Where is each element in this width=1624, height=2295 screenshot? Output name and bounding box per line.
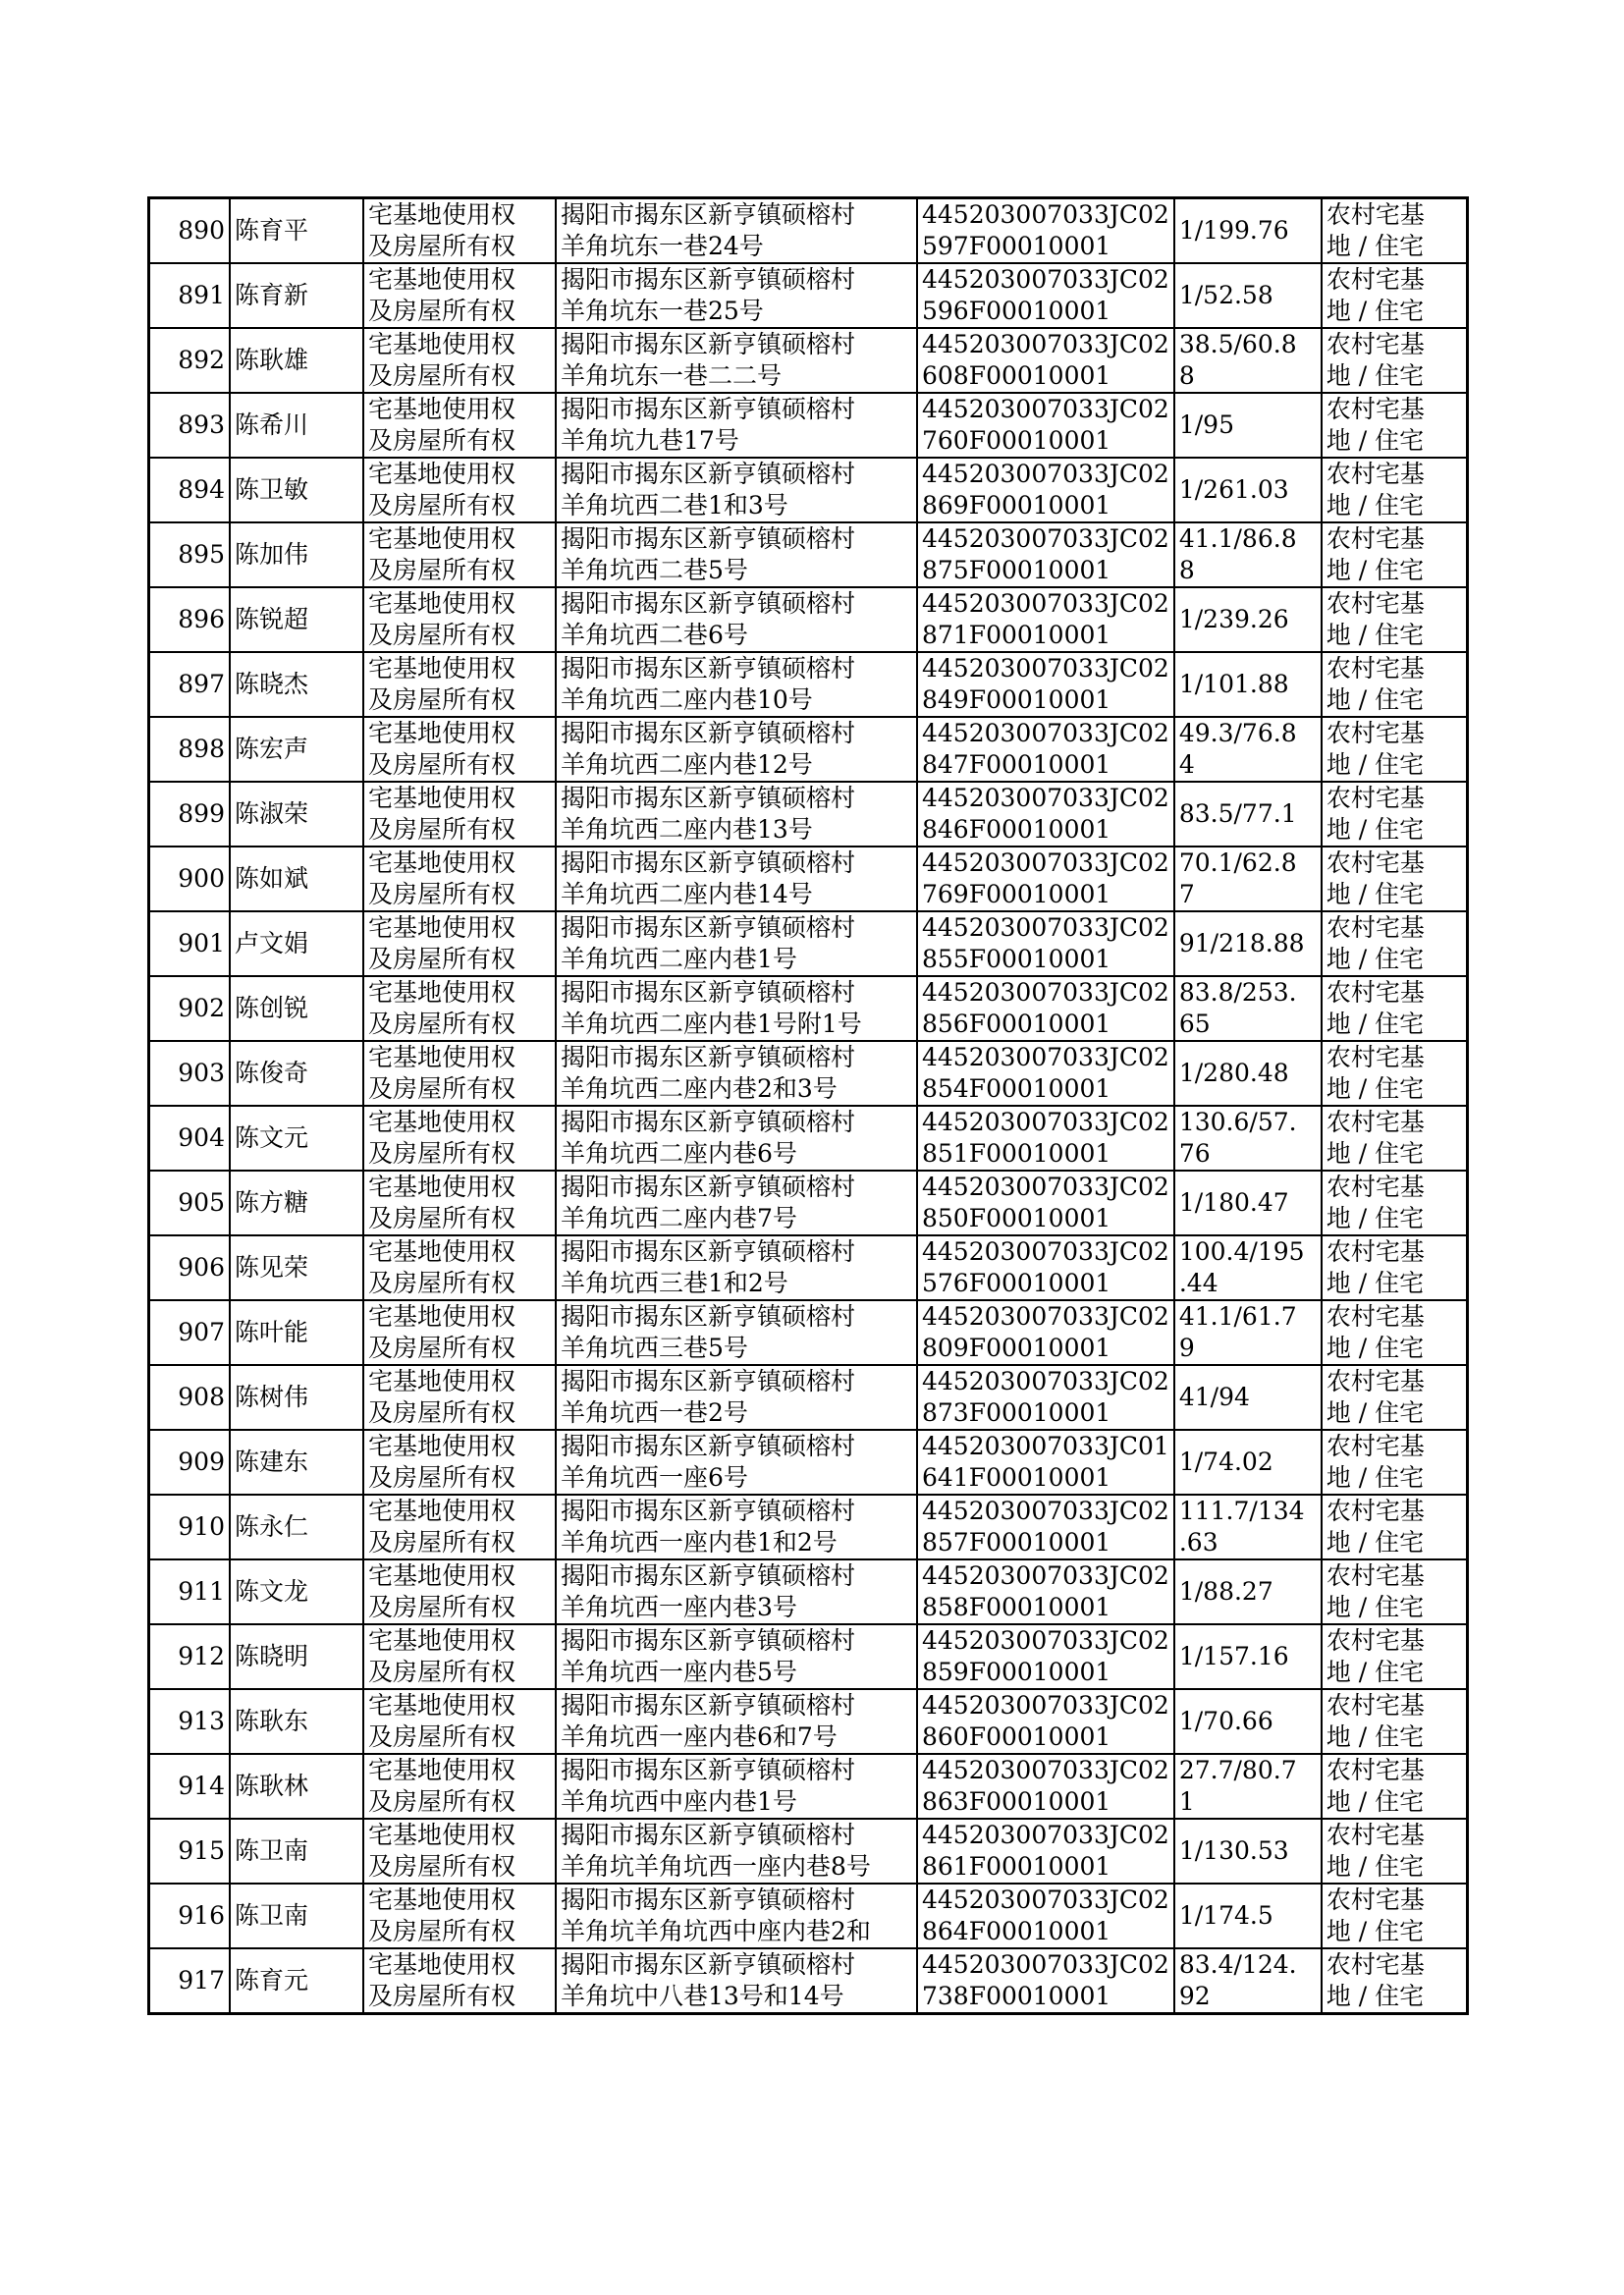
land-usage: 农村宅基 地 / 住宅 [1322,1495,1468,1559]
owner-name: 陈晓杰 [230,652,363,717]
row-number: 917 [149,1948,231,2014]
unit-code: 445203007033JC02 869F00010001 [917,458,1174,522]
unit-code: 445203007033JC02 875F00010001 [917,522,1174,587]
owner-name: 陈俊奇 [230,1041,363,1106]
right-type: 宅基地使用权 及房屋所有权 [363,1106,556,1171]
right-type: 宅基地使用权 及房屋所有权 [363,1041,556,1106]
right-type: 宅基地使用权 及房屋所有权 [363,1430,556,1495]
unit-code: 445203007033JC02 849F00010001 [917,652,1174,717]
unit-code: 445203007033JC02 847F00010001 [917,717,1174,782]
owner-name: 陈希川 [230,393,363,458]
area-value: 41/94 [1174,1365,1322,1430]
area-value: 1/280.48 [1174,1041,1322,1106]
table-row [149,1300,1468,1365]
right-type: 宅基地使用权 及房屋所有权 [363,1171,556,1235]
table-row [149,522,1468,587]
right-type: 宅基地使用权 及房屋所有权 [363,328,556,393]
table-row [149,1365,1468,1430]
registry-table-body [149,198,1468,2014]
table-row [149,652,1468,717]
owner-name: 陈锐超 [230,587,363,652]
land-usage: 农村宅基 地 / 住宅 [1322,1106,1468,1171]
right-type: 宅基地使用权 及房屋所有权 [363,782,556,847]
row-number: 904 [149,1106,231,1171]
table-row [149,1948,1468,2014]
row-number: 896 [149,587,231,652]
unit-code: 445203007033JC02 769F00010001 [917,847,1174,911]
right-type: 宅基地使用权 及房屋所有权 [363,847,556,911]
land-usage: 农村宅基 地 / 住宅 [1322,652,1468,717]
row-number: 891 [149,263,231,328]
table-row [149,1041,1468,1106]
land-usage: 农村宅基 地 / 住宅 [1322,1235,1468,1300]
land-usage: 农村宅基 地 / 住宅 [1322,1559,1468,1624]
row-number: 892 [149,328,231,393]
table-row [149,1624,1468,1689]
unit-code: 445203007033JC02 855F00010001 [917,911,1174,976]
owner-name: 陈叶能 [230,1300,363,1365]
row-number: 910 [149,1495,231,1559]
property-address: 揭阳市揭东区新亨镇硕榕村 羊角坑西二座内巷1号附1号 [556,976,917,1041]
unit-code: 445203007033JC02 596F00010001 [917,263,1174,328]
property-address: 揭阳市揭东区新亨镇硕榕村 羊角坑西二巷5号 [556,522,917,587]
row-number: 902 [149,976,231,1041]
land-usage: 农村宅基 地 / 住宅 [1322,328,1468,393]
table-row [149,782,1468,847]
table-row [149,911,1468,976]
row-number: 897 [149,652,231,717]
row-number: 900 [149,847,231,911]
land-usage: 农村宅基 地 / 住宅 [1322,1171,1468,1235]
land-usage: 农村宅基 地 / 住宅 [1322,458,1468,522]
area-value: 83.4/124. 92 [1174,1948,1322,2014]
right-type: 宅基地使用权 及房屋所有权 [363,458,556,522]
right-type: 宅基地使用权 及房屋所有权 [363,1624,556,1689]
unit-code: 445203007033JC02 576F00010001 [917,1235,1174,1300]
property-address: 揭阳市揭东区新亨镇硕榕村 羊角坑西二座内巷7号 [556,1171,917,1235]
land-usage: 农村宅基 地 / 住宅 [1322,198,1468,264]
owner-name: 陈卫敏 [230,458,363,522]
table-row [149,1106,1468,1171]
owner-name: 陈方糖 [230,1171,363,1235]
owner-name: 陈卫南 [230,1819,363,1884]
property-address: 揭阳市揭东区新亨镇硕榕村 羊角坑羊角坑西一座内巷8号 [556,1819,917,1884]
right-type: 宅基地使用权 及房屋所有权 [363,1235,556,1300]
area-value: 41.1/86.8 8 [1174,522,1322,587]
row-number: 914 [149,1754,231,1819]
land-usage: 农村宅基 地 / 住宅 [1322,1819,1468,1884]
right-type: 宅基地使用权 及房屋所有权 [363,1300,556,1365]
area-value: 1/130.53 [1174,1819,1322,1884]
owner-name: 陈淑荣 [230,782,363,847]
owner-name: 陈树伟 [230,1365,363,1430]
property-address: 揭阳市揭东区新亨镇硕榕村 羊角坑西二座内巷13号 [556,782,917,847]
unit-code: 445203007033JC01 641F00010001 [917,1430,1174,1495]
area-value: 1/52.58 [1174,263,1322,328]
row-number: 909 [149,1430,231,1495]
unit-code: 445203007033JC02 608F00010001 [917,328,1174,393]
property-address: 揭阳市揭东区新亨镇硕榕村 羊角坑东一巷24号 [556,198,917,264]
area-value: 1/95 [1174,393,1322,458]
property-address: 揭阳市揭东区新亨镇硕榕村 羊角坑西一座内巷1和2号 [556,1495,917,1559]
area-value: 27.7/80.7 1 [1174,1754,1322,1819]
property-address: 揭阳市揭东区新亨镇硕榕村 羊角坑西二座内巷12号 [556,717,917,782]
owner-name: 陈晓明 [230,1624,363,1689]
land-usage: 农村宅基 地 / 住宅 [1322,1365,1468,1430]
property-address: 揭阳市揭东区新亨镇硕榕村 羊角坑九巷17号 [556,393,917,458]
property-address: 揭阳市揭东区新亨镇硕榕村 羊角坑西二座内巷14号 [556,847,917,911]
owner-name: 陈文元 [230,1106,363,1171]
unit-code: 445203007033JC02 809F00010001 [917,1300,1174,1365]
owner-name: 陈卫南 [230,1884,363,1948]
right-type: 宅基地使用权 及房屋所有权 [363,1495,556,1559]
area-value: 1/101.88 [1174,652,1322,717]
area-value: 1/239.26 [1174,587,1322,652]
property-address: 揭阳市揭东区新亨镇硕榕村 羊角坑西二座内巷1号 [556,911,917,976]
row-number: 915 [149,1819,231,1884]
property-address: 揭阳市揭东区新亨镇硕榕村 羊角坑西一座内巷3号 [556,1559,917,1624]
property-address: 揭阳市揭东区新亨镇硕榕村 羊角坑西中座内巷1号 [556,1754,917,1819]
row-number: 906 [149,1235,231,1300]
property-address: 揭阳市揭东区新亨镇硕榕村 羊角坑西一座内巷5号 [556,1624,917,1689]
table-row [149,1171,1468,1235]
area-value: 83.5/77.1 [1174,782,1322,847]
table-row [149,263,1468,328]
unit-code: 445203007033JC02 846F00010001 [917,782,1174,847]
right-type: 宅基地使用权 及房屋所有权 [363,263,556,328]
land-usage: 农村宅基 地 / 住宅 [1322,522,1468,587]
area-value: 1/174.5 [1174,1884,1322,1948]
table-row [149,587,1468,652]
land-usage: 农村宅基 地 / 住宅 [1322,911,1468,976]
owner-name: 陈文龙 [230,1559,363,1624]
property-address: 揭阳市揭东区新亨镇硕榕村 羊角坑西一座6号 [556,1430,917,1495]
table-row [149,1430,1468,1495]
area-value: 1/199.76 [1174,198,1322,264]
land-usage: 农村宅基 地 / 住宅 [1322,1300,1468,1365]
owner-name: 陈育平 [230,198,363,264]
unit-code: 445203007033JC02 597F00010001 [917,198,1174,264]
property-address: 揭阳市揭东区新亨镇硕榕村 羊角坑西二巷1和3号 [556,458,917,522]
owner-name: 陈加伟 [230,522,363,587]
row-number: 903 [149,1041,231,1106]
area-value: 1/261.03 [1174,458,1322,522]
land-usage: 农村宅基 地 / 住宅 [1322,847,1468,911]
land-usage: 农村宅基 地 / 住宅 [1322,976,1468,1041]
right-type: 宅基地使用权 及房屋所有权 [363,198,556,264]
land-usage: 农村宅基 地 / 住宅 [1322,1689,1468,1754]
land-usage: 农村宅基 地 / 住宅 [1322,1624,1468,1689]
unit-code: 445203007033JC02 860F00010001 [917,1689,1174,1754]
land-usage: 农村宅基 地 / 住宅 [1322,1948,1468,2014]
area-value: 1/70.66 [1174,1689,1322,1754]
unit-code: 445203007033JC02 859F00010001 [917,1624,1174,1689]
property-address: 揭阳市揭东区新亨镇硕榕村 羊角坑西二巷6号 [556,587,917,652]
table-row [149,1559,1468,1624]
area-value: 1/88.27 [1174,1559,1322,1624]
unit-code: 445203007033JC02 857F00010001 [917,1495,1174,1559]
area-value: 70.1/62.8 7 [1174,847,1322,911]
row-number: 916 [149,1884,231,1948]
table-row [149,458,1468,522]
right-type: 宅基地使用权 及房屋所有权 [363,1884,556,1948]
unit-code: 445203007033JC02 760F00010001 [917,393,1174,458]
unit-code: 445203007033JC02 871F00010001 [917,587,1174,652]
property-address: 揭阳市揭东区新亨镇硕榕村 羊角坑西三巷5号 [556,1300,917,1365]
right-type: 宅基地使用权 及房屋所有权 [363,1819,556,1884]
owner-name: 陈创锐 [230,976,363,1041]
area-value: 130.6/57. 76 [1174,1106,1322,1171]
row-number: 899 [149,782,231,847]
owner-name: 陈宏声 [230,717,363,782]
area-value: 41.1/61.7 9 [1174,1300,1322,1365]
land-usage: 农村宅基 地 / 住宅 [1322,1041,1468,1106]
area-value: 100.4/195 .44 [1174,1235,1322,1300]
table-row [149,198,1468,264]
right-type: 宅基地使用权 及房屋所有权 [363,652,556,717]
right-type: 宅基地使用权 及房屋所有权 [363,1754,556,1819]
row-number: 890 [149,198,231,264]
owner-name: 陈见荣 [230,1235,363,1300]
owner-name: 陈建东 [230,1430,363,1495]
table-row [149,847,1468,911]
owner-name: 陈永仁 [230,1495,363,1559]
owner-name: 卢文娟 [230,911,363,976]
unit-code: 445203007033JC02 850F00010001 [917,1171,1174,1235]
land-usage: 农村宅基 地 / 住宅 [1322,782,1468,847]
unit-code: 445203007033JC02 851F00010001 [917,1106,1174,1171]
row-number: 893 [149,393,231,458]
row-number: 905 [149,1171,231,1235]
right-type: 宅基地使用权 及房屋所有权 [363,1948,556,2014]
owner-name: 陈耿雄 [230,328,363,393]
owner-name: 陈育新 [230,263,363,328]
property-address: 揭阳市揭东区新亨镇硕榕村 羊角坑西一巷2号 [556,1365,917,1430]
table-row [149,976,1468,1041]
unit-code: 445203007033JC02 861F00010001 [917,1819,1174,1884]
table-row [149,1495,1468,1559]
row-number: 913 [149,1689,231,1754]
unit-code: 445203007033JC02 873F00010001 [917,1365,1174,1430]
land-usage: 农村宅基 地 / 住宅 [1322,587,1468,652]
unit-code: 445203007033JC02 738F00010001 [917,1948,1174,2014]
property-address: 揭阳市揭东区新亨镇硕榕村 羊角坑西一座内巷6和7号 [556,1689,917,1754]
table-row [149,1819,1468,1884]
land-usage: 农村宅基 地 / 住宅 [1322,1884,1468,1948]
area-value: 111.7/134 .63 [1174,1495,1322,1559]
right-type: 宅基地使用权 及房屋所有权 [363,393,556,458]
area-value: 1/74.02 [1174,1430,1322,1495]
table-row [149,1884,1468,1948]
right-type: 宅基地使用权 及房屋所有权 [363,587,556,652]
property-address: 揭阳市揭东区新亨镇硕榕村 羊角坑东一巷二二号 [556,328,917,393]
right-type: 宅基地使用权 及房屋所有权 [363,911,556,976]
right-type: 宅基地使用权 及房屋所有权 [363,1365,556,1430]
property-address: 揭阳市揭东区新亨镇硕榕村 羊角坑东一巷25号 [556,263,917,328]
land-usage: 农村宅基 地 / 住宅 [1322,717,1468,782]
table-row [149,1754,1468,1819]
right-type: 宅基地使用权 及房屋所有权 [363,717,556,782]
area-value: 49.3/76.8 4 [1174,717,1322,782]
table-row [149,1689,1468,1754]
unit-code: 445203007033JC02 858F00010001 [917,1559,1174,1624]
owner-name: 陈育元 [230,1948,363,2014]
unit-code: 445203007033JC02 863F00010001 [917,1754,1174,1819]
table-row [149,1235,1468,1300]
row-number: 895 [149,522,231,587]
property-address: 揭阳市揭东区新亨镇硕榕村 羊角坑西二座内巷2和3号 [556,1041,917,1106]
property-address: 揭阳市揭东区新亨镇硕榕村 羊角坑西二座内巷10号 [556,652,917,717]
property-address: 揭阳市揭东区新亨镇硕榕村 羊角坑羊角坑西中座内巷2和 [556,1884,917,1948]
table-row [149,393,1468,458]
land-usage: 农村宅基 地 / 住宅 [1322,1430,1468,1495]
land-usage: 农村宅基 地 / 住宅 [1322,1754,1468,1819]
land-usage: 农村宅基 地 / 住宅 [1322,393,1468,458]
land-usage: 农村宅基 地 / 住宅 [1322,263,1468,328]
owner-name: 陈耿林 [230,1754,363,1819]
right-type: 宅基地使用权 及房屋所有权 [363,1689,556,1754]
right-type: 宅基地使用权 及房屋所有权 [363,522,556,587]
area-value: 91/218.88 [1174,911,1322,976]
row-number: 908 [149,1365,231,1430]
area-value: 83.8/253. 65 [1174,976,1322,1041]
table-row [149,717,1468,782]
unit-code: 445203007033JC02 854F00010001 [917,1041,1174,1106]
table-row [149,328,1468,393]
row-number: 894 [149,458,231,522]
area-value: 1/157.16 [1174,1624,1322,1689]
owner-name: 陈耿东 [230,1689,363,1754]
row-number: 907 [149,1300,231,1365]
area-value: 38.5/60.8 8 [1174,328,1322,393]
row-number: 911 [149,1559,231,1624]
right-type: 宅基地使用权 及房屋所有权 [363,976,556,1041]
area-value: 1/180.47 [1174,1171,1322,1235]
row-number: 901 [149,911,231,976]
owner-name: 陈如斌 [230,847,363,911]
property-address: 揭阳市揭东区新亨镇硕榕村 羊角坑中八巷13号和14号 [556,1948,917,2014]
registry-table [147,196,1469,2015]
unit-code: 445203007033JC02 856F00010001 [917,976,1174,1041]
property-address: 揭阳市揭东区新亨镇硕榕村 羊角坑西三巷1和2号 [556,1235,917,1300]
row-number: 898 [149,717,231,782]
row-number: 912 [149,1624,231,1689]
property-address: 揭阳市揭东区新亨镇硕榕村 羊角坑西二座内巷6号 [556,1106,917,1171]
right-type: 宅基地使用权 及房屋所有权 [363,1559,556,1624]
unit-code: 445203007033JC02 864F00010001 [917,1884,1174,1948]
